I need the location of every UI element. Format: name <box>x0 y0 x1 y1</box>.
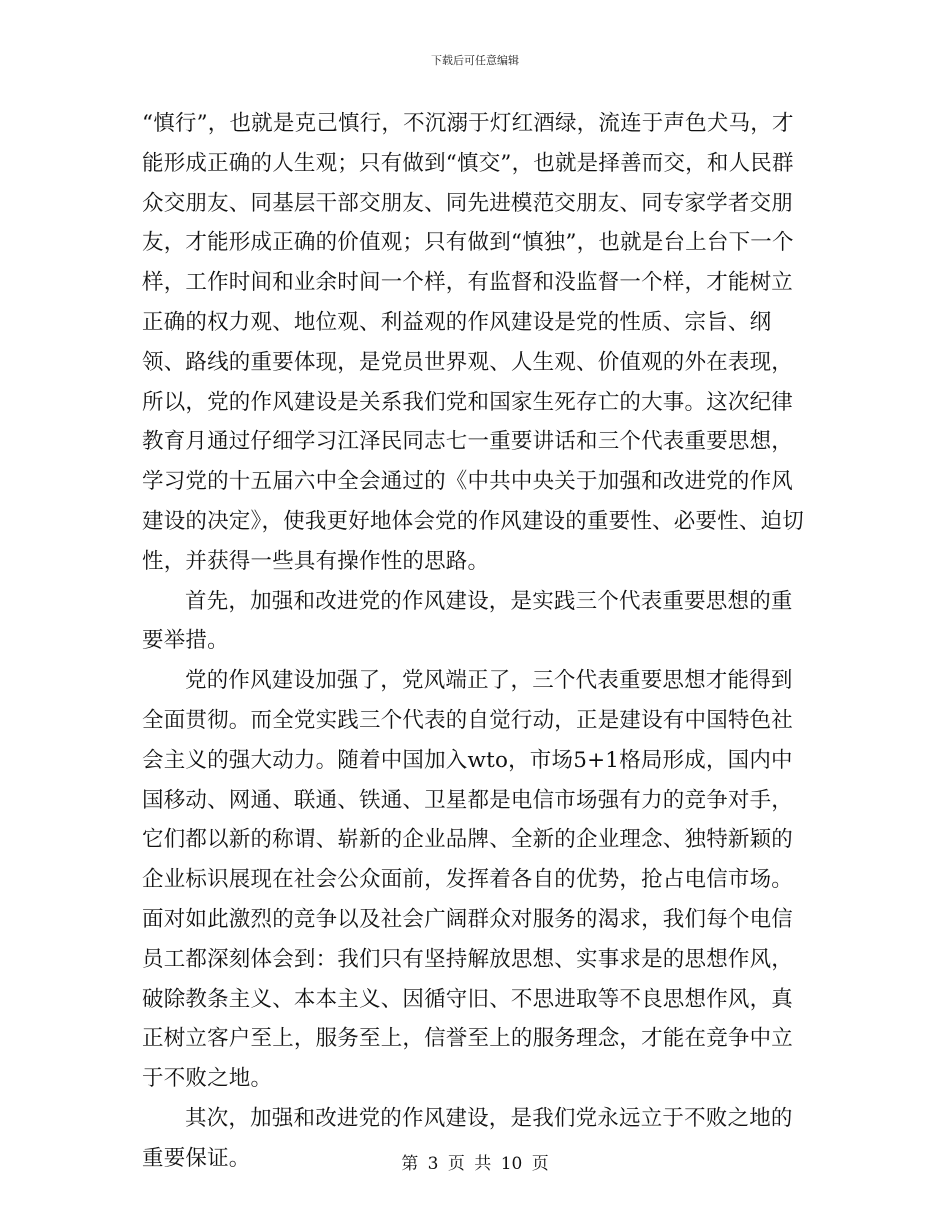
page-number-footer: 第 3 页 共 10 页 <box>401 1154 549 1174</box>
page-header: 下载后可任意编辑 <box>431 54 519 67</box>
paragraph-1: “慎行”，也就是克己慎行，不沉溺于灯红酒绿，流连于声色犬马，才能形成正确的人生观；只有做到“慎交”，也就是择善而交，和人民群众交朋友、同基层干部交朋友、同先进模范交朋友、同专家学者交朋友，才能形成正确的价值观；只有做到“慎独”，也就是台上台下一个样，工作时间和业余时间一个样，有监督和没监督一个样，才能树立正确的权力观、地位观、利益观的作风建设是党的性质、宗旨、纲领、路线的重要体现，是党员世界观、人生观、价值观的外在表现，所以，党的作风建设是关系我们党和国家生死存亡的大事。这次纪律教育月通过仔细学习江泽民同志七一重要讲话和三个代表重要思想，学习党的十五届六中全会通过的《中共中央关于加强和改进党的作风建设的决定》，使我更好地体会党的作风建设的重要性、必要性、迫切性，并获得一些具有操作性的思路。 <box>142 111 804 574</box>
paragraph-3: 党的作风建设加强了，党风端正了，三个代表重要思想才能得到全面贯彻。而全党实践三个代表的自觉行动，正是建设有中国特色社会主义的强大动力。随着中国加入wto，市场5+1格局形成，国内中国移动、网通、联通、铁通、卫星都是电信市场强有力的竞争对手，它们都以新的称谓、崭新的企业品牌、全新的企业理念、独特新颖的企业标识展现在社会公众面前，发挥着各自的优势，抢占电信市场。面对如此激烈的竞争以及社会广阔群众对服务的渴求，我们每个电信员工都深刻体会到：我们只有坚持解放思想、实事求是的思想作风，破除教条主义、本本主义、因循守旧、不思进取等不良思想作风，真正树立客户至上，服务至上，信誉至上的服务理念，才能在竞争中立于不败之地。 <box>142 668 794 1092</box>
paragraph-4: 其次，加强和改进党的作风建设，是我们党永远立于不败之地的重要保证。 <box>142 1105 793 1171</box>
document-body <box>142 104 806 1179</box>
paragraph-2: 首先，加强和改进党的作风建设，是实践三个代表重要思想的重要举措。 <box>142 588 793 654</box>
